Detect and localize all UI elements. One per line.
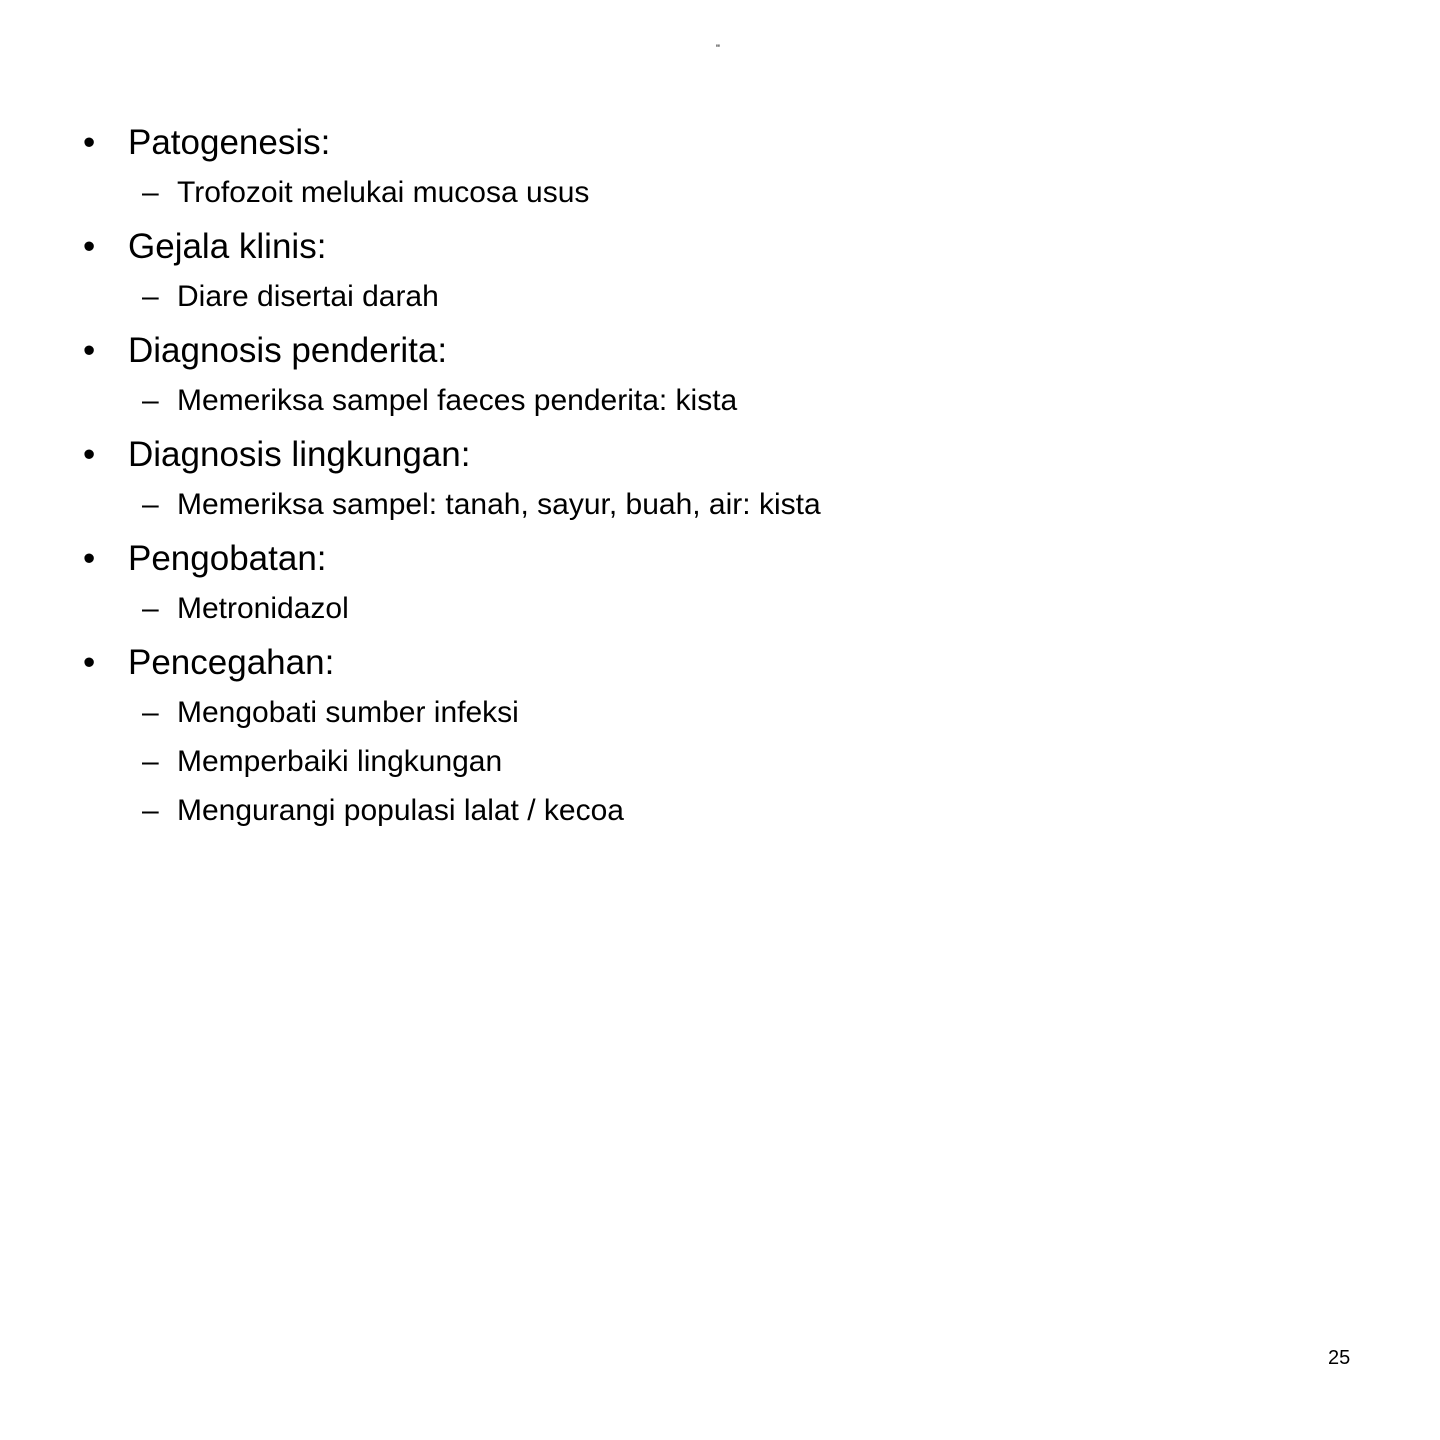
list-item (80, 168, 1360, 217)
section-diagnosis-lingkungan (80, 430, 1360, 529)
list-item (80, 584, 1360, 633)
bullet-icon: • (83, 331, 96, 370)
section-title: Diagnosis lingkungan: (128, 435, 471, 474)
list-item (80, 688, 1360, 737)
list-item-text: Memeriksa sampel faeces penderita: kista (177, 384, 738, 417)
list-item-text: Mengobati sumber infeksi (177, 696, 519, 729)
section-title: Pengobatan: (128, 539, 327, 578)
list-item-text: Memperbaiki lingkungan (177, 745, 503, 778)
bullet-icon: • (83, 123, 96, 162)
section-heading (80, 534, 1360, 584)
list-item-text: Mengurangi populasi lalat / kecoa (177, 794, 624, 827)
list-item-text: Metronidazol (177, 592, 349, 625)
list-item (80, 480, 1360, 529)
section-heading (80, 430, 1360, 480)
header-mark: " (716, 43, 720, 55)
section-title: Diagnosis penderita: (128, 331, 448, 370)
section-diagnosis-penderita (80, 326, 1360, 425)
section-patogenesis (80, 118, 1360, 217)
section-title: Gejala klinis: (128, 227, 327, 266)
dash-icon: – (142, 384, 159, 417)
dash-icon: – (142, 745, 159, 778)
dash-icon: – (142, 176, 159, 209)
section-heading (80, 118, 1360, 168)
dash-icon: – (142, 488, 159, 521)
list-item (80, 272, 1360, 321)
section-title: Patogenesis: (128, 123, 331, 162)
section-heading (80, 326, 1360, 376)
section-gejala-klinis (80, 222, 1360, 321)
list-item (80, 737, 1360, 786)
bullet-icon: • (83, 227, 96, 266)
section-title: Pencegahan: (128, 643, 335, 682)
section-heading (80, 638, 1360, 688)
dash-icon: – (142, 592, 159, 625)
slide-content (80, 118, 1360, 840)
page-number: 25 (1328, 1347, 1351, 1369)
list-item-text: Trofozoit melukai mucosa usus (177, 176, 590, 209)
bullet-icon: • (83, 643, 96, 682)
section-pengobatan (80, 534, 1360, 633)
list-item-text: Diare disertai darah (177, 280, 439, 313)
bullet-icon: • (83, 435, 96, 474)
dash-icon: – (142, 280, 159, 313)
list-item (80, 786, 1360, 835)
dash-icon: – (142, 794, 159, 827)
list-item (80, 376, 1360, 425)
section-pencegahan (80, 638, 1360, 835)
list-item-text: Memeriksa sampel: tanah, sayur, buah, air: kista (177, 488, 821, 521)
bullet-icon: • (83, 539, 96, 578)
section-heading (80, 222, 1360, 272)
dash-icon: – (142, 696, 159, 729)
